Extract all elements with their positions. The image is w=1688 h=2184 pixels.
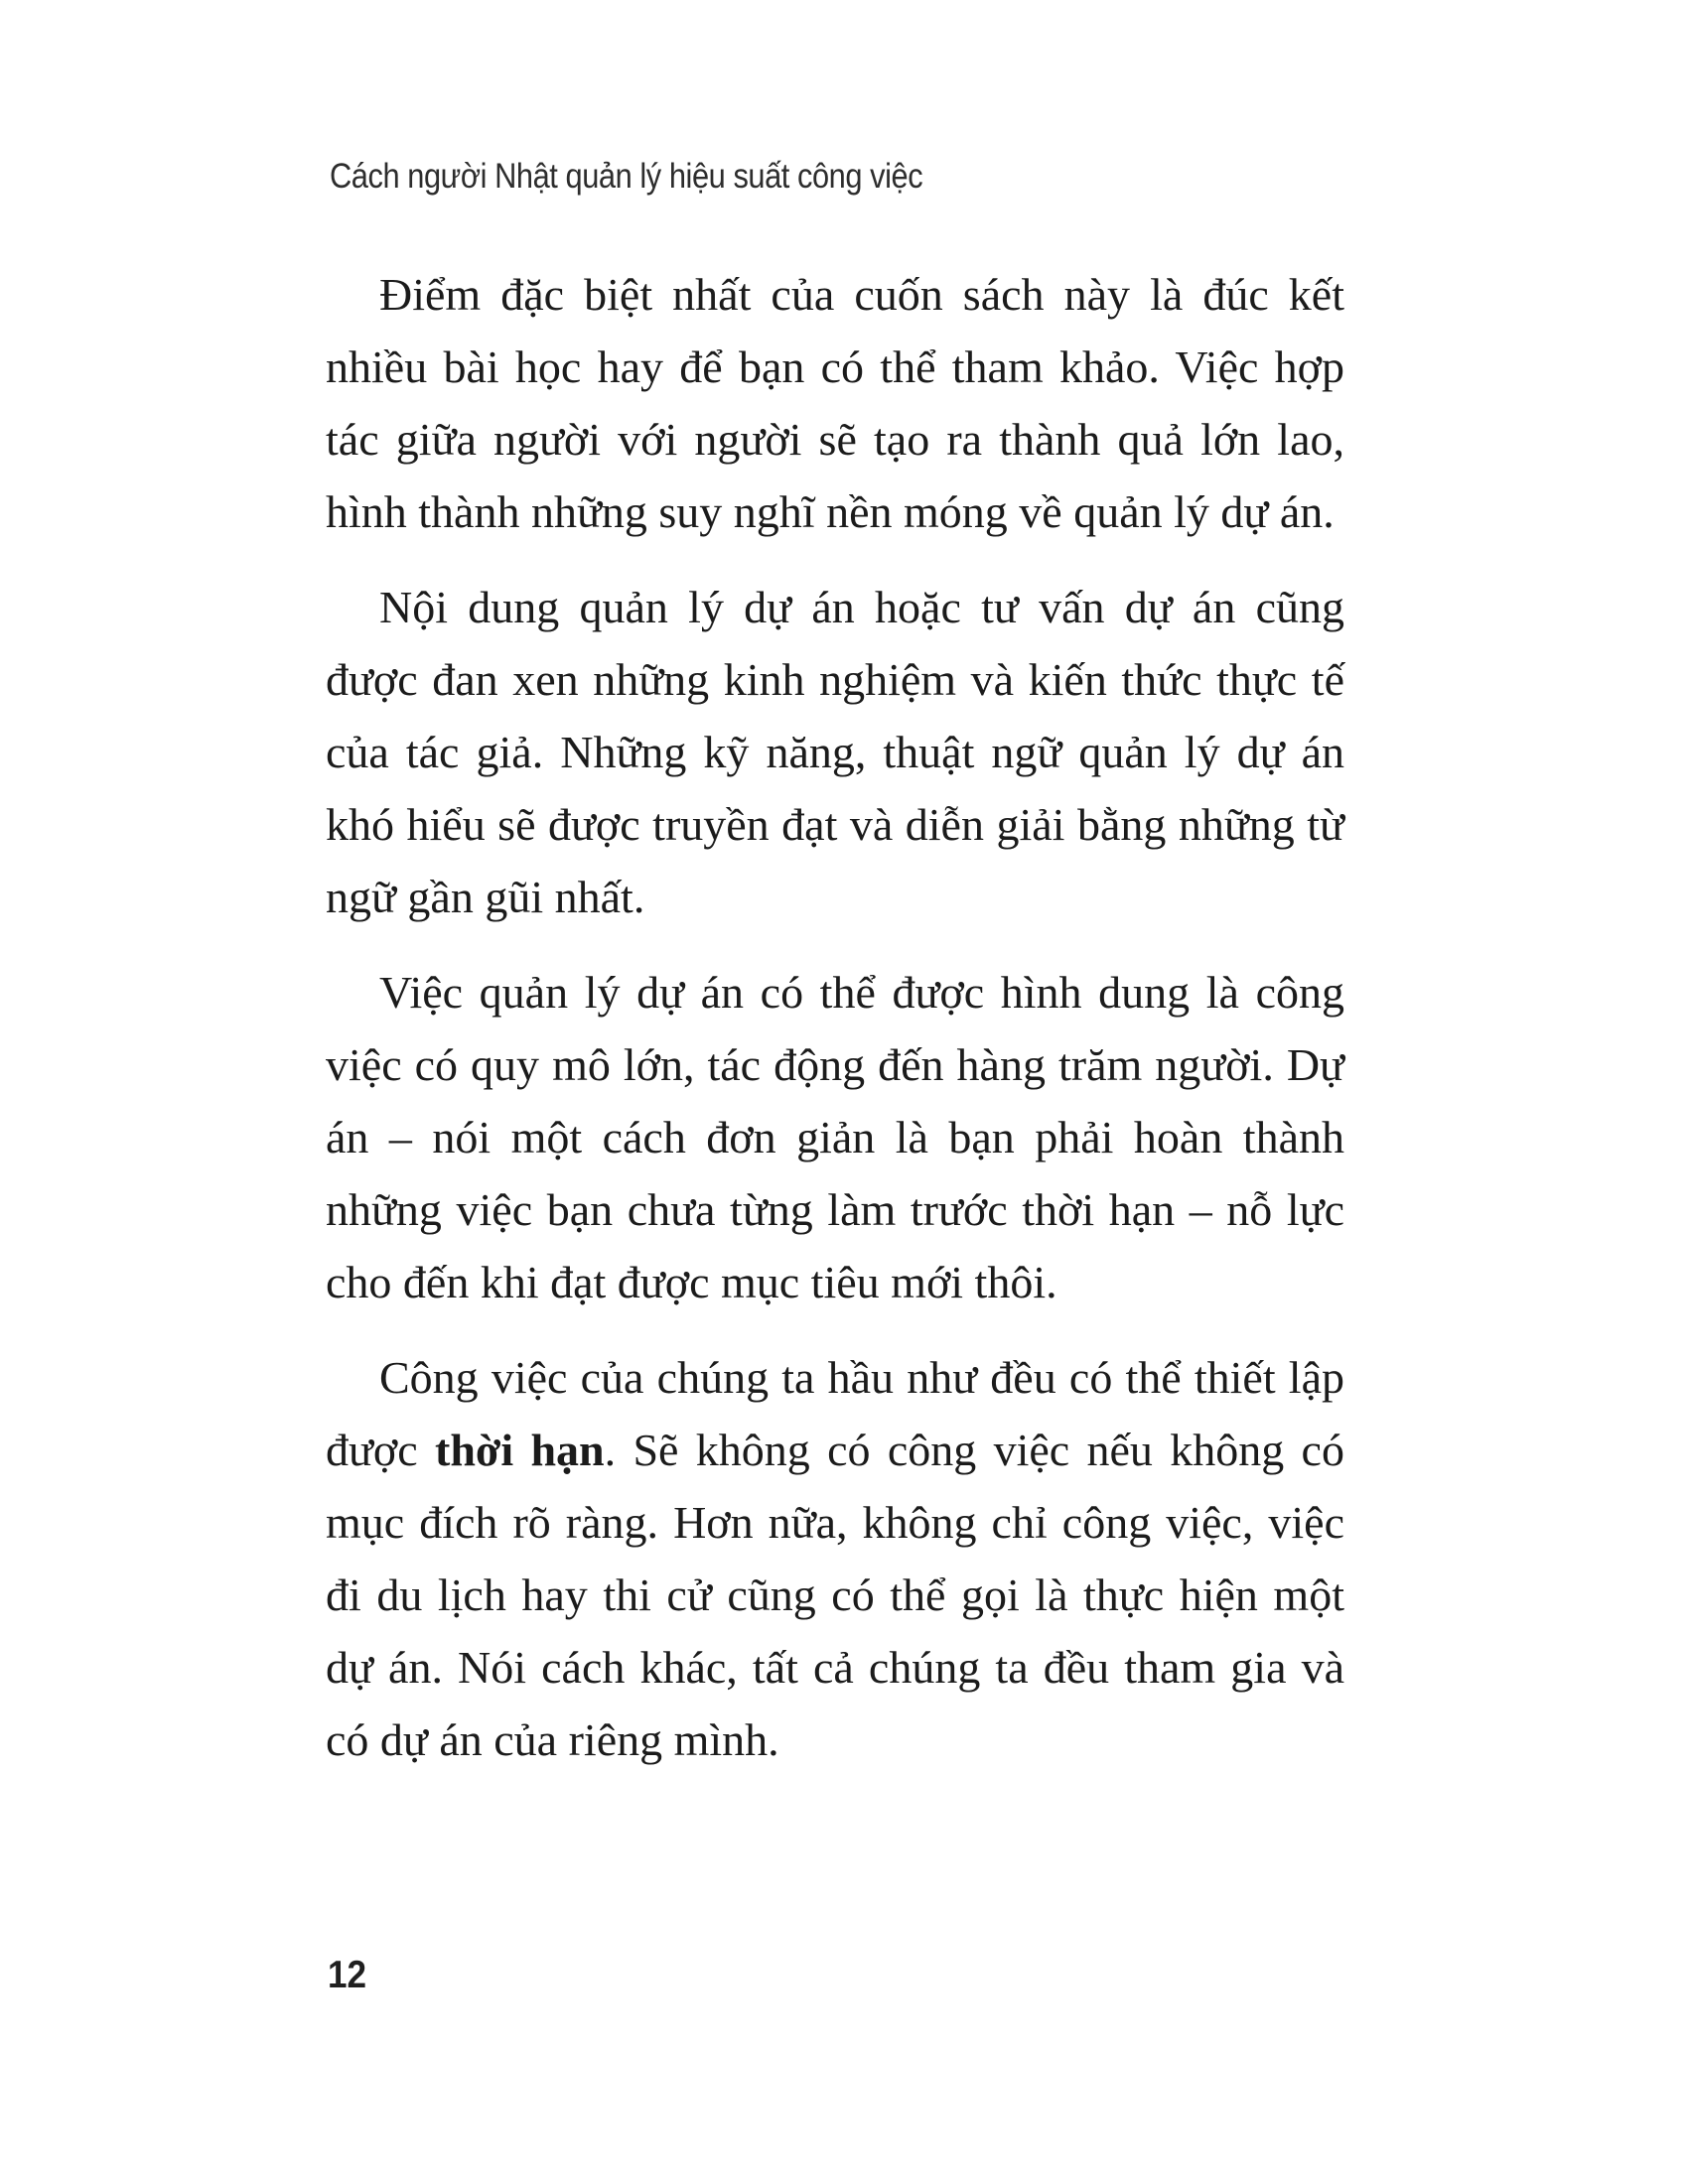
paragraph-2: Nội dung quản lý dự án hoặc tư vấn dự án cũng được đan xen những kinh nghiệm và kiến thức thực tế của tác giả. Những kỹ năng, thuật ngữ quản lý dự án khó hiểu sẽ được truyền đạt và diễn giải bằng những từ ngữ gần gũi nhất. [326,582,1344,922]
page-content [326,157,1344,1799]
paragraph-3: Việc quản lý dự án có thể được hình dung là công việc có quy mô lớn, tác động đến hàng trăm người. Dự án – nói một cách đơn giản là bạn phải hoàn thành những việc bạn chưa từng làm trước thời hạn – nỗ lực cho đến khi đạt được mục tiêu mới thôi. [326,967,1344,1307]
page-number: 12 [328,1954,367,1996]
paragraph-4: Công việc của chúng ta hầu như đều có thể thiết lập được thời hạn. Sẽ không có công việc nếu không có mục đích rõ ràng. Hơn nữa, không chỉ công việc, việc đi du lịch hay thi cử cũng có thể gọi là thực hiện một dự án. Nói cách khác, tất cả chúng ta đều tham gia và có dự án của riêng mình. [326,1352,1344,1765]
paragraph-1: Điểm đặc biệt nhất của cuốn sách này là đúc kết nhiều bài học hay để bạn có thể tham khảo. Việc hợp tác giữa người với người sẽ tạo ra thành quả lớn lao, hình thành những suy nghĩ nền móng về quản lý dự án. [326,269,1344,537]
running-header: Cách người Nhật quản lý hiệu suất công việc [330,157,923,196]
body-text [326,258,1344,1776]
